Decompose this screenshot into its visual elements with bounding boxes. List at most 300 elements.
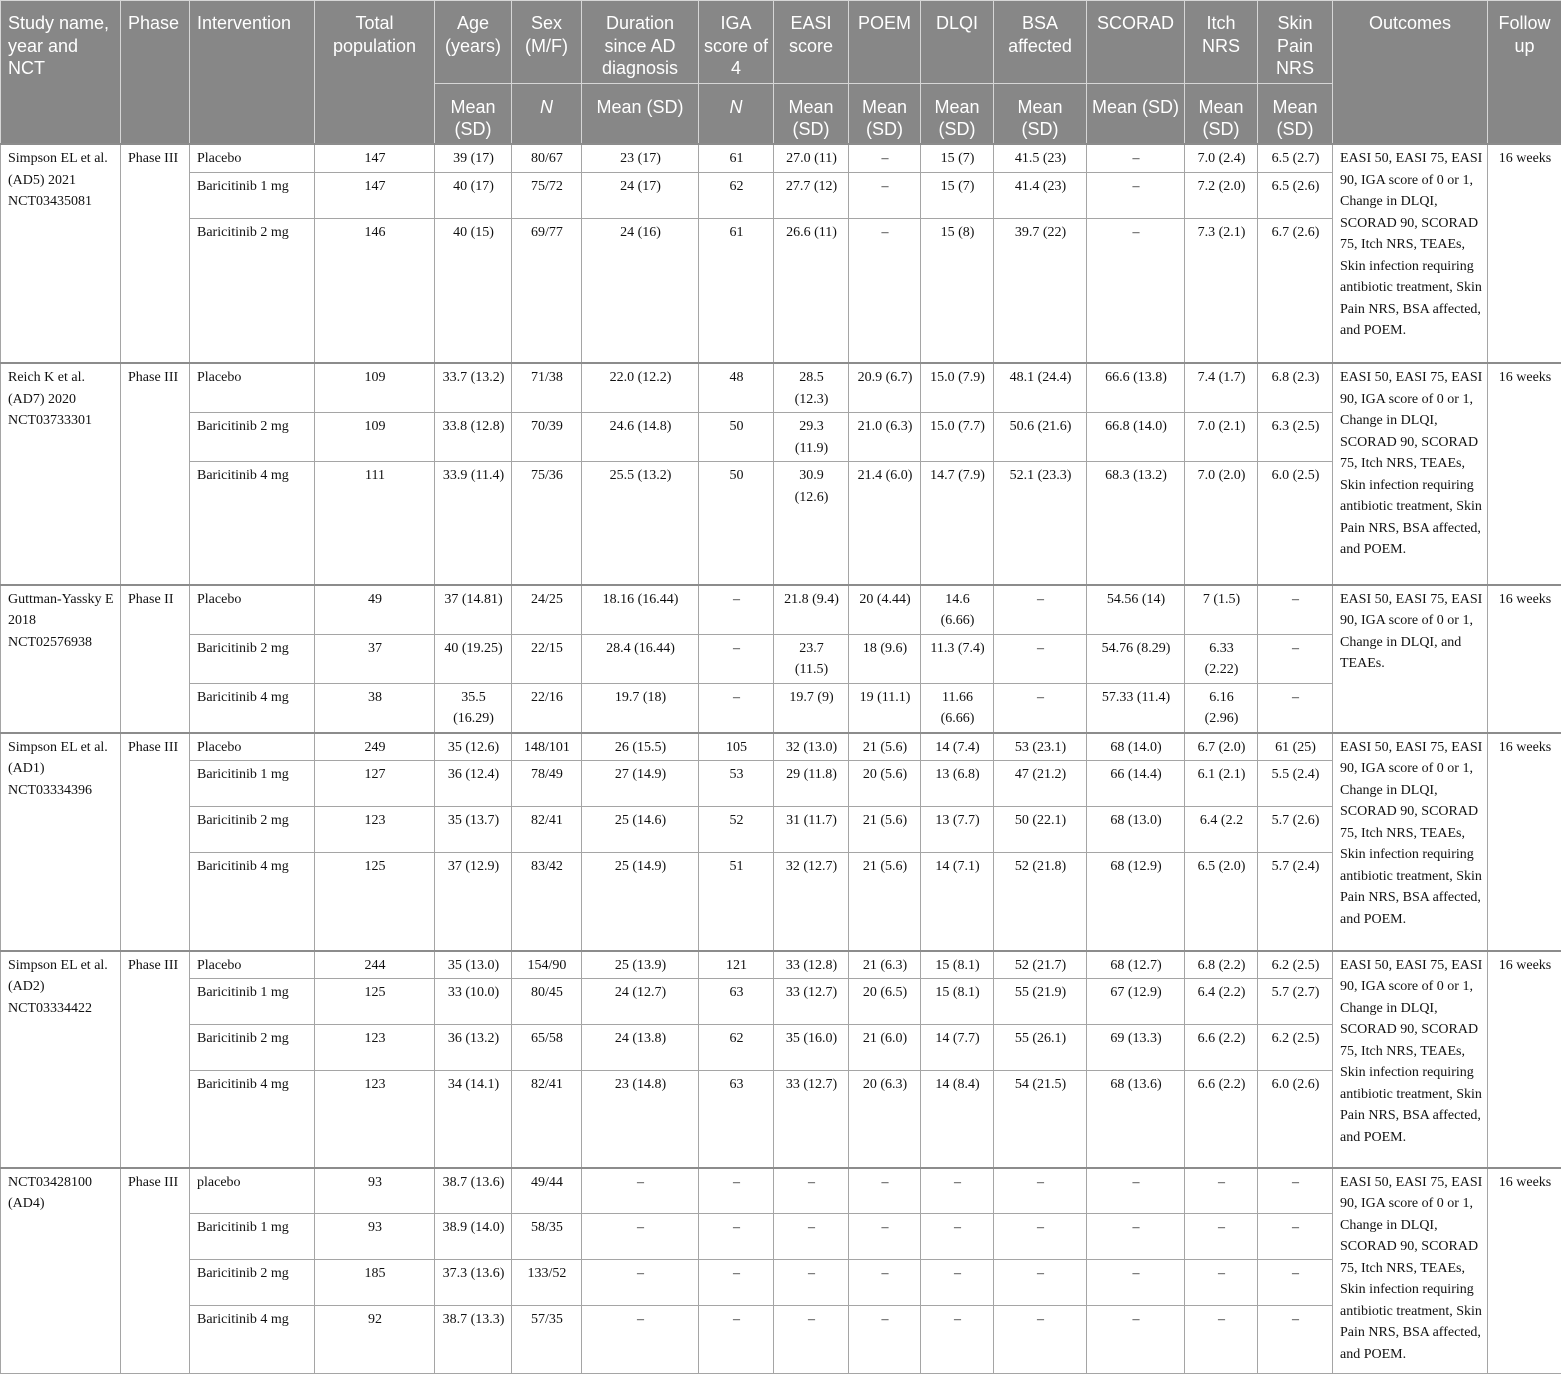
sex-cell: 71/38 [512,363,582,413]
total-cell: 147 [315,144,435,172]
scorad-cell: – [1087,172,1185,218]
iga-cell: 61 [699,218,774,363]
pain-cell: 6.3 (2.5) [1258,413,1333,462]
scorad-cell: 66 (14.4) [1087,761,1185,807]
iga-cell: – [699,683,774,733]
bsa-cell: 54 (21.5) [994,1071,1087,1168]
easi-cell: 29.3 (11.9) [774,413,849,462]
duration-cell: 25.5 (13.2) [582,462,699,585]
iga-cell: 51 [699,853,774,951]
intervention-cell: Baricitinib 4 mg [190,1071,315,1168]
easi-cell: 23.7 (11.5) [774,634,849,683]
total-cell: 127 [315,761,435,807]
intervention-cell: Baricitinib 2 mg [190,218,315,363]
age-cell: 33 (10.0) [435,979,512,1025]
intervention-cell: Placebo [190,585,315,635]
pain-cell: 5.5 (2.4) [1258,761,1333,807]
bsa-cell: 41.4 (23) [994,172,1087,218]
poem-cell: 21 (5.6) [849,853,921,951]
itch-cell: 7.0 (2.4) [1185,144,1258,172]
total-cell: 38 [315,683,435,733]
iga-cell: 52 [699,807,774,853]
study-name-cell: Guttman-Yassky E 2018 NCT02576938 [1,585,121,733]
age-cell: 33.8 (12.8) [435,413,512,462]
sex-cell: 82/41 [512,807,582,853]
follow-up-cell: 16 weeks [1488,144,1561,363]
table-row [1,951,1561,979]
age-cell: 40 (17) [435,172,512,218]
study-name-cell: Simpson EL et al. (AD5) 2021 NCT03435081 [1,144,121,363]
easi-cell: 33 (12.8) [774,951,849,979]
pain-cell: – [1258,683,1333,733]
total-cell: 244 [315,951,435,979]
poem-cell: 21 (6.0) [849,1025,921,1071]
table-row [1,979,1561,1025]
bsa-cell: 50.6 (21.6) [994,413,1087,462]
header-bsa: BSA affected [994,1,1087,84]
subheader-scorad: Mean (SD) [1087,83,1185,144]
itch-cell: – [1185,1306,1258,1374]
dlqi-cell: 14 (7.4) [921,733,994,761]
follow-up-cell: 16 weeks [1488,733,1561,951]
iga-cell: – [699,1168,774,1214]
intervention-cell: Baricitinib 1 mg [190,979,315,1025]
dlqi-cell: 11.66 (6.66) [921,683,994,733]
intervention-cell: Baricitinib 4 mg [190,1306,315,1374]
total-cell: 123 [315,807,435,853]
sex-cell: 22/16 [512,683,582,733]
intervention-cell: Baricitinib 4 mg [190,462,315,585]
iga-cell: 61 [699,144,774,172]
itch-cell: 7.3 (2.1) [1185,218,1258,363]
poem-cell: – [849,218,921,363]
dlqi-cell: 13 (6.8) [921,761,994,807]
easi-cell: 32 (13.0) [774,733,849,761]
dlqi-cell: 14 (8.4) [921,1071,994,1168]
scorad-cell: – [1087,1306,1185,1374]
dlqi-cell: – [921,1214,994,1260]
scorad-cell: 68 (12.9) [1087,853,1185,951]
subheader-iga [699,83,774,144]
itch-cell: 7 (1.5) [1185,585,1258,635]
intervention-cell: Baricitinib 4 mg [190,683,315,733]
itch-cell: 7.0 (2.1) [1185,413,1258,462]
bsa-cell: – [994,585,1087,635]
easi-cell: 33 (12.7) [774,1071,849,1168]
subheader-dlqi: Mean (SD) [921,83,994,144]
scorad-cell: – [1087,1260,1185,1306]
duration-cell: – [582,1306,699,1374]
duration-cell: – [582,1168,699,1214]
scorad-cell: 57.33 (11.4) [1087,683,1185,733]
iga-cell: 63 [699,1071,774,1168]
dlqi-cell: 15 (7) [921,144,994,172]
table-row [1,585,1561,635]
header-study: Study name, year and NCT [1,1,121,145]
poem-cell: – [849,144,921,172]
scorad-cell: 69 (13.3) [1087,1025,1185,1071]
intervention-cell: Baricitinib 2 mg [190,1260,315,1306]
age-cell: 35 (12.6) [435,733,512,761]
dlqi-cell: 14 (7.1) [921,853,994,951]
poem-cell: 20 (6.5) [849,979,921,1025]
sex-cell: 82/41 [512,1071,582,1168]
itch-cell: 7.4 (1.7) [1185,363,1258,413]
intervention-cell: Baricitinib 2 mg [190,807,315,853]
pain-cell: 61 (25) [1258,733,1333,761]
dlqi-cell: 11.3 (7.4) [921,634,994,683]
iga-cell: – [699,1214,774,1260]
duration-cell: 18.16 (16.44) [582,585,699,635]
age-cell: 36 (13.2) [435,1025,512,1071]
duration-cell: 25 (13.9) [582,951,699,979]
poem-cell: 20 (4.44) [849,585,921,635]
bsa-cell: 39.7 (22) [994,218,1087,363]
total-cell: 92 [315,1306,435,1374]
poem-cell: 20.9 (6.7) [849,363,921,413]
dlqi-cell: – [921,1168,994,1214]
dlqi-cell: 15 (8.1) [921,951,994,979]
total-cell: 37 [315,634,435,683]
outcomes-cell: EASI 50, EASI 75, EASI 90, IGA score of 0 or 1, Change in DLQI, and TEAEs. [1333,585,1488,733]
sex-cell: 49/44 [512,1168,582,1214]
poem-cell: 21.0 (6.3) [849,413,921,462]
pain-cell: – [1258,1306,1333,1374]
poem-cell: 20 (6.3) [849,1071,921,1168]
age-cell: 40 (19.25) [435,634,512,683]
phase-cell: Phase III [121,733,190,951]
poem-cell: 21 (6.3) [849,951,921,979]
easi-cell: 32 (12.7) [774,853,849,951]
total-cell: 93 [315,1214,435,1260]
scorad-cell: 68 (13.6) [1087,1071,1185,1168]
table-row [1,683,1561,733]
intervention-cell: Baricitinib 2 mg [190,634,315,683]
itch-cell: 7.2 (2.0) [1185,172,1258,218]
pain-cell: 6.5 (2.7) [1258,144,1333,172]
intervention-cell: Baricitinib 1 mg [190,1214,315,1260]
total-cell: 185 [315,1260,435,1306]
poem-cell: 21 (5.6) [849,733,921,761]
subheader-iga-label: N [730,97,743,117]
table-row [1,462,1561,585]
itch-cell: 6.6 (2.2) [1185,1025,1258,1071]
subheader-itch-nrs: Mean (SD) [1185,83,1258,144]
sex-cell: 58/35 [512,1214,582,1260]
duration-cell: 23 (17) [582,144,699,172]
duration-cell: – [582,1214,699,1260]
itch-cell: 7.0 (2.0) [1185,462,1258,585]
total-cell: 49 [315,585,435,635]
easi-cell: 33 (12.7) [774,979,849,1025]
follow-up-cell: 16 weeks [1488,951,1561,1168]
dlqi-cell: 15 (7) [921,172,994,218]
itch-cell: – [1185,1260,1258,1306]
iga-cell: 62 [699,1025,774,1071]
itch-cell: – [1185,1214,1258,1260]
poem-cell: 18 (9.6) [849,634,921,683]
intervention-cell: Baricitinib 2 mg [190,413,315,462]
scorad-cell: – [1087,1168,1185,1214]
follow-up-cell: 16 weeks [1488,1168,1561,1374]
follow-up-cell: 16 weeks [1488,585,1561,733]
header-poem: POEM [849,1,921,84]
bsa-cell: – [994,1306,1087,1374]
duration-cell: 24 (12.7) [582,979,699,1025]
dlqi-cell: 15 (8) [921,218,994,363]
phase-cell: Phase III [121,363,190,585]
table-row [1,144,1561,172]
itch-cell: – [1185,1168,1258,1214]
bsa-cell: 41.5 (23) [994,144,1087,172]
sex-cell: 75/72 [512,172,582,218]
follow-up-cell: 16 weeks [1488,363,1561,585]
itch-cell: 6.7 (2.0) [1185,733,1258,761]
phase-cell: Phase II [121,585,190,733]
age-cell: 35.5 (16.29) [435,683,512,733]
phase-cell: Phase III [121,951,190,1168]
bsa-cell: 50 (22.1) [994,807,1087,853]
scorad-cell: 54.56 (14) [1087,585,1185,635]
age-cell: 39 (17) [435,144,512,172]
header-follow-up: Follow up [1488,1,1561,145]
duration-cell: 28.4 (16.44) [582,634,699,683]
sex-cell: 148/101 [512,733,582,761]
subheader-bsa: Mean (SD) [994,83,1087,144]
intervention-cell: Placebo [190,951,315,979]
bsa-cell: 55 (21.9) [994,979,1087,1025]
bsa-cell: – [994,1260,1087,1306]
pain-cell: 6.0 (2.6) [1258,1071,1333,1168]
table-row [1,853,1561,951]
subheader-skin-pain-nrs: Mean (SD) [1258,83,1333,144]
scorad-cell: – [1087,1214,1185,1260]
total-cell: 147 [315,172,435,218]
header-easi: EASI score [774,1,849,84]
poem-cell: – [849,1306,921,1374]
easi-cell: 31 (11.7) [774,807,849,853]
bsa-cell: 52 (21.8) [994,853,1087,951]
table-row [1,172,1561,218]
pain-cell: 6.2 (2.5) [1258,951,1333,979]
bsa-cell: – [994,683,1087,733]
age-cell: 38.7 (13.6) [435,1168,512,1214]
easi-cell: 27.0 (11) [774,144,849,172]
easi-cell: 30.9 (12.6) [774,462,849,585]
total-cell: 123 [315,1025,435,1071]
easi-cell: 19.7 (9) [774,683,849,733]
total-cell: 93 [315,1168,435,1214]
total-cell: 249 [315,733,435,761]
dlqi-cell: – [921,1306,994,1374]
age-cell: 38.9 (14.0) [435,1214,512,1260]
itch-cell: 6.6 (2.2) [1185,1071,1258,1168]
outcomes-cell: EASI 50, EASI 75, EASI 90, IGA score of 0 or 1, Change in DLQI, SCORAD 90, SCORAD 75, Itch NRS, TEAEs, Skin infection requiring antibiotic treatment, Skin Pain NRS, BSA affected, and POEM. [1333,363,1488,585]
easi-cell: 35 (16.0) [774,1025,849,1071]
iga-cell: 63 [699,979,774,1025]
iga-cell: 50 [699,462,774,585]
header-phase: Phase [121,1,190,145]
header-duration: Duration since AD diagnosis [582,1,699,84]
total-cell: 109 [315,363,435,413]
pain-cell: 6.2 (2.5) [1258,1025,1333,1071]
scorad-cell: 67 (12.9) [1087,979,1185,1025]
pain-cell: – [1258,1214,1333,1260]
total-cell: 125 [315,853,435,951]
sex-cell: 70/39 [512,413,582,462]
sex-cell: 65/58 [512,1025,582,1071]
sex-cell: 80/45 [512,979,582,1025]
duration-cell: 24.6 (14.8) [582,413,699,462]
outcomes-cell: EASI 50, EASI 75, EASI 90, IGA score of 0 or 1, Change in DLQI, SCORAD 90, SCORAD 75, Itch NRS, TEAEs, Skin infection requiring antibiotic treatment, Skin Pain NRS, BSA affected, and POEM. [1333,951,1488,1168]
header-itch-nrs: Itch NRS [1185,1,1258,84]
phase-cell: Phase III [121,144,190,363]
header-dlqi: DLQI [921,1,994,84]
age-cell: 35 (13.0) [435,951,512,979]
table-row [1,634,1561,683]
easi-cell: 29 (11.8) [774,761,849,807]
intervention-cell: Baricitinib 2 mg [190,1025,315,1071]
subheader-age: Mean (SD) [435,83,512,144]
table-row [1,1260,1561,1306]
age-cell: 37 (14.81) [435,585,512,635]
easi-cell: 28.5 (12.3) [774,363,849,413]
intervention-cell: Placebo [190,733,315,761]
table-row [1,1306,1561,1374]
bsa-cell: 55 (26.1) [994,1025,1087,1071]
duration-cell: 27 (14.9) [582,761,699,807]
sex-cell: 24/25 [512,585,582,635]
duration-cell: 24 (16) [582,218,699,363]
iga-cell: 121 [699,951,774,979]
total-cell: 111 [315,462,435,585]
itch-cell: 6.4 (2.2) [1185,979,1258,1025]
age-cell: 40 (15) [435,218,512,363]
bsa-cell: – [994,1168,1087,1214]
scorad-cell: 68.3 (13.2) [1087,462,1185,585]
study-name-cell: Simpson EL et al. (AD1) NCT03334396 [1,733,121,951]
total-cell: 123 [315,1071,435,1168]
table-row [1,413,1561,462]
easi-cell: 21.8 (9.4) [774,585,849,635]
dlqi-cell: 14.7 (7.9) [921,462,994,585]
bsa-cell: 53 (23.1) [994,733,1087,761]
iga-cell: – [699,585,774,635]
itch-cell: 6.33 (2.22) [1185,634,1258,683]
poem-cell: 21.4 (6.0) [849,462,921,585]
intervention-cell: Baricitinib 1 mg [190,172,315,218]
table-row [1,1168,1561,1214]
pain-cell: 6.7 (2.6) [1258,218,1333,363]
poem-cell: 20 (5.6) [849,761,921,807]
iga-cell: – [699,1260,774,1306]
iga-cell: – [699,1306,774,1374]
duration-cell: 23 (14.8) [582,1071,699,1168]
pain-cell: 6.8 (2.3) [1258,363,1333,413]
iga-cell: 48 [699,363,774,413]
duration-cell: 26 (15.5) [582,733,699,761]
intervention-cell: Baricitinib 1 mg [190,761,315,807]
pain-cell: – [1258,585,1333,635]
iga-cell: – [699,634,774,683]
pain-cell: – [1258,1168,1333,1214]
intervention-cell: Placebo [190,144,315,172]
sex-cell: 154/90 [512,951,582,979]
study-name-cell: Simpson EL et al. (AD2) NCT03334422 [1,951,121,1168]
scorad-cell: 68 (13.0) [1087,807,1185,853]
table-row [1,218,1561,363]
bsa-cell: – [994,634,1087,683]
pain-cell: 5.7 (2.4) [1258,853,1333,951]
table-row [1,807,1561,853]
itch-cell: 6.1 (2.1) [1185,761,1258,807]
easi-cell: – [774,1168,849,1214]
easi-cell: 27.7 (12) [774,172,849,218]
header-iga: IGA score of 4 [699,1,774,84]
bsa-cell: 52.1 (23.3) [994,462,1087,585]
itch-cell: 6.16 (2.96) [1185,683,1258,733]
duration-cell: – [582,1260,699,1306]
header-age: Age (years) [435,1,512,84]
duration-cell: 24 (17) [582,172,699,218]
age-cell: 34 (14.1) [435,1071,512,1168]
bsa-cell: 52 (21.7) [994,951,1087,979]
table-row [1,1025,1561,1071]
poem-cell: 19 (11.1) [849,683,921,733]
duration-cell: 19.7 (18) [582,683,699,733]
sex-cell: 22/15 [512,634,582,683]
poem-cell: – [849,1214,921,1260]
bsa-cell: 47 (21.2) [994,761,1087,807]
scorad-cell: 68 (12.7) [1087,951,1185,979]
sex-cell: 83/42 [512,853,582,951]
dlqi-cell: 14.6 (6.66) [921,585,994,635]
subheader-duration: Mean (SD) [582,83,699,144]
header-row [1,1,1561,84]
pain-cell: – [1258,1260,1333,1306]
iga-cell: 50 [699,413,774,462]
age-cell: 37.3 (13.6) [435,1260,512,1306]
intervention-cell: placebo [190,1168,315,1214]
duration-cell: 25 (14.9) [582,853,699,951]
intervention-cell: Baricitinib 4 mg [190,853,315,951]
sex-cell: 75/36 [512,462,582,585]
pain-cell: 6.5 (2.6) [1258,172,1333,218]
header-scorad: SCORAD [1087,1,1185,84]
outcomes-cell: EASI 50, EASI 75, EASI 90, IGA score of 0 or 1, Change in DLQI, SCORAD 90, SCORAD 75, Itch NRS, TEAEs, Skin infection requiring antibiotic treatment, Skin Pain NRS, BSA affected, and POEM. [1333,1168,1488,1374]
header-total-population: Total population [315,1,435,145]
sex-cell: 57/35 [512,1306,582,1374]
sex-cell: 69/77 [512,218,582,363]
poem-cell: – [849,172,921,218]
poem-cell: – [849,1168,921,1214]
dlqi-cell: 15.0 (7.9) [921,363,994,413]
sex-cell: 80/67 [512,144,582,172]
table-header [1,1,1561,145]
pain-cell: 5.7 (2.7) [1258,979,1333,1025]
study-name-cell: NCT03428100 (AD4) [1,1168,121,1374]
pain-cell: – [1258,634,1333,683]
duration-cell: 22.0 (12.2) [582,363,699,413]
poem-cell: – [849,1260,921,1306]
sex-cell: 78/49 [512,761,582,807]
dlqi-cell: 14 (7.7) [921,1025,994,1071]
age-cell: 38.7 (13.3) [435,1306,512,1374]
age-cell: 37 (12.9) [435,853,512,951]
bsa-cell: 48.1 (24.4) [994,363,1087,413]
easi-cell: – [774,1260,849,1306]
subheader-sex [512,83,582,144]
